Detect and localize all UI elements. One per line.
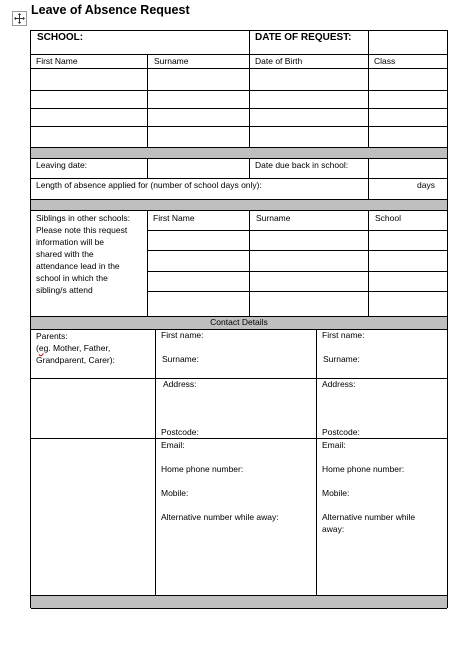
contact1-surname-label: Surname: xyxy=(162,354,199,364)
pupil-col-first-name: First Name xyxy=(36,56,78,66)
contact2-home-phone-label: Home phone number: xyxy=(322,464,405,474)
siblings-label: Siblings in other schools: Please note this request information will be shared with the attendance lead in the school in which the sibling/s attend xyxy=(36,213,131,295)
contact2-email-label: Email: xyxy=(322,440,346,450)
separator-band xyxy=(31,199,447,210)
pupil-surname-cell[interactable] xyxy=(148,69,249,90)
contact1-home-phone-label: Home phone number: xyxy=(161,464,244,474)
page-title: Leave of Absence Request xyxy=(31,3,190,17)
length-of-absence-label: Length of absence applied for (number of school days only): xyxy=(36,180,262,190)
pupil-col-surname: Surname xyxy=(154,56,189,66)
footer-band xyxy=(31,595,447,608)
days-label: days xyxy=(417,180,435,190)
contact2-address-label: Address: xyxy=(322,379,356,389)
date-due-back-field[interactable] xyxy=(369,159,447,178)
pupil-dob-cell[interactable] xyxy=(250,69,368,90)
date-of-request-label: DATE OF REQUEST: xyxy=(255,32,352,43)
separator-band xyxy=(31,147,447,158)
contact2-surname-label: Surname: xyxy=(323,354,360,364)
contact1-mobile-label: Mobile: xyxy=(161,488,189,498)
contact2-postcode-label: Postcode: xyxy=(322,427,360,437)
pupil-col-date-of-birth: Date of Birth xyxy=(255,56,303,66)
contact1-email-label: Email: xyxy=(161,440,185,450)
siblings-col-school: School xyxy=(375,213,401,223)
siblings-col-first-name: First Name xyxy=(153,213,195,223)
pupil-class-cell[interactable] xyxy=(369,69,447,90)
pupil-first-name-cell[interactable] xyxy=(31,69,147,90)
pupil-col-class: Class xyxy=(374,56,396,66)
date-due-back-label: Date due back in school: xyxy=(255,160,349,170)
leaving-date-label: Leaving date: xyxy=(36,160,88,170)
contact1-alt-number-label: Alternative number while away: xyxy=(161,512,279,522)
contact-details-header: Contact Details xyxy=(210,317,268,327)
siblings-col-surname: Surname xyxy=(256,213,291,223)
school-label: SCHOOL: xyxy=(37,32,84,43)
contact1-first-name-label: First name: xyxy=(161,330,204,340)
contact2-first-name-label: First name: xyxy=(322,330,365,340)
contact2-mobile-label: Mobile: xyxy=(322,488,350,498)
days-count-field[interactable] xyxy=(369,179,415,198)
contact2-alt-number-label: Alternative number while away: xyxy=(322,512,416,534)
leaving-date-field[interactable] xyxy=(148,159,249,178)
contact1-address-label: Address: xyxy=(163,379,197,389)
parents-label: Parents: (eg. Mother, Father, Grandparent, Carer): xyxy=(36,331,115,365)
eg-abbrev: eg xyxy=(38,343,49,353)
contact1-postcode-label: Postcode: xyxy=(161,427,199,437)
